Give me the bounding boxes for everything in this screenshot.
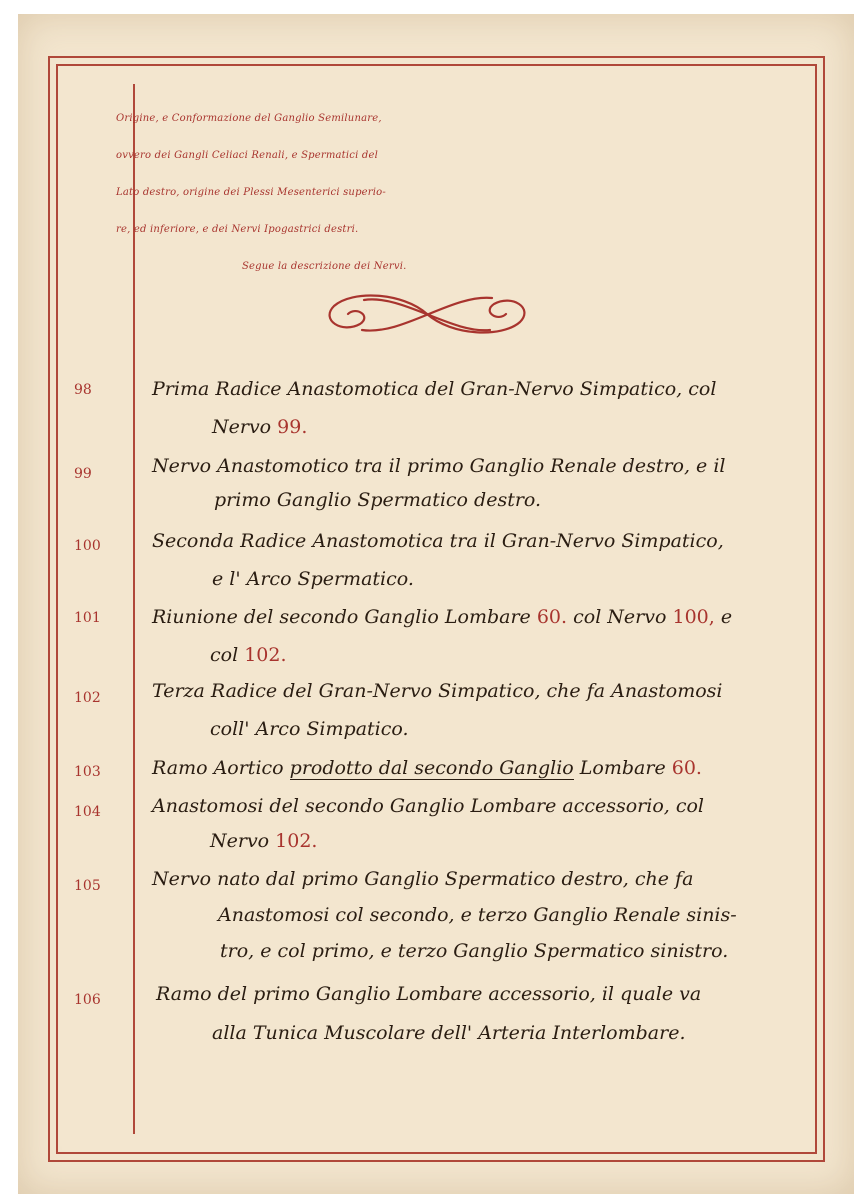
entry-number: 104 — [74, 804, 101, 820]
entry-text-line: Ramo del primo Ganglio Lombare accessorio, il quale va — [156, 983, 702, 1005]
title-subheading: Segue la descrizione dei Nervi. — [242, 261, 407, 272]
title-line-4: re, ed inferiore, e dei Nervi Ipogastrici destri. — [116, 224, 359, 235]
cross-reference: 99. — [277, 416, 308, 438]
entry-number: 99 — [74, 466, 92, 482]
title-line-1: Origine, e Conformazione del Ganglio Semilunare, — [116, 113, 382, 124]
entry-text-line: Ramo Aortico prodotto dal secondo Ganglio Lombare 60. — [152, 757, 702, 779]
entry-text-line: Prima Radice Anastomotica del Gran-Nervo Simpatico, col — [152, 378, 717, 400]
cross-reference: 100, — [672, 606, 715, 628]
entry-number: 101 — [74, 610, 101, 626]
entry-text-line: Anastomosi col secondo, e terzo Ganglio Renale sinis- — [218, 904, 737, 926]
underlined-phrase: prodotto dal secondo Ganglio — [289, 757, 574, 779]
entry-number: 105 — [74, 878, 101, 894]
title-line-2: ovvero dei Gangli Celiaci Renali, e Spermatici del — [116, 150, 378, 161]
cross-reference: 60. — [536, 606, 568, 628]
entry-text-line: Riunione del secondo Ganglio Lombare 60. col Nervo 100, e — [152, 606, 733, 628]
entry-number: 103 — [74, 764, 101, 780]
entry-number: 98 — [74, 382, 92, 398]
cross-reference: 102. — [244, 644, 287, 666]
entry-number: 100 — [74, 538, 101, 554]
entry-text-line: Nervo nato dal primo Ganglio Spermatico destro, che fa — [152, 868, 694, 890]
entry-text-line: Nervo 102. — [210, 830, 318, 852]
entry-text-line: Nervo Anastomotico tra il primo Ganglio Renale destro, e il — [152, 455, 726, 477]
entry-text-line: Anastomosi del secondo Ganglio Lombare accessorio, col — [152, 795, 705, 817]
title-line-3: Lato destro, origine dei Plessi Mesenterici superio- — [116, 187, 386, 198]
entry-text-line: coll' Arco Simpatico. — [210, 718, 409, 740]
entry-text-line: e l' Arco Spermatico. — [212, 568, 414, 590]
entry-text-line: col 102. — [210, 644, 287, 666]
entry-number: 102 — [74, 690, 101, 706]
cross-reference: 60. — [671, 757, 702, 779]
page-title — [116, 100, 806, 285]
flourish-ornament — [312, 284, 542, 344]
entry-text-line: tro, e col primo, e terzo Ganglio Spermatico sinistro. — [220, 940, 729, 962]
entry-number: 106 — [74, 992, 101, 1008]
entry-text-line: Nervo 99. — [212, 416, 308, 438]
entry-text-line: alla Tunica Muscolare dell' Arteria Interlombare. — [212, 1022, 686, 1044]
entry-text-line: Terza Radice del Gran-Nervo Simpatico, che fa Anastomosi — [152, 680, 723, 702]
entry-text-line: Seconda Radice Anastomotica tra il Gran-Nervo Simpatico, — [152, 530, 724, 552]
cross-reference: 102. — [275, 830, 318, 852]
entry-text-line: primo Ganglio Spermatico destro. — [214, 489, 542, 511]
